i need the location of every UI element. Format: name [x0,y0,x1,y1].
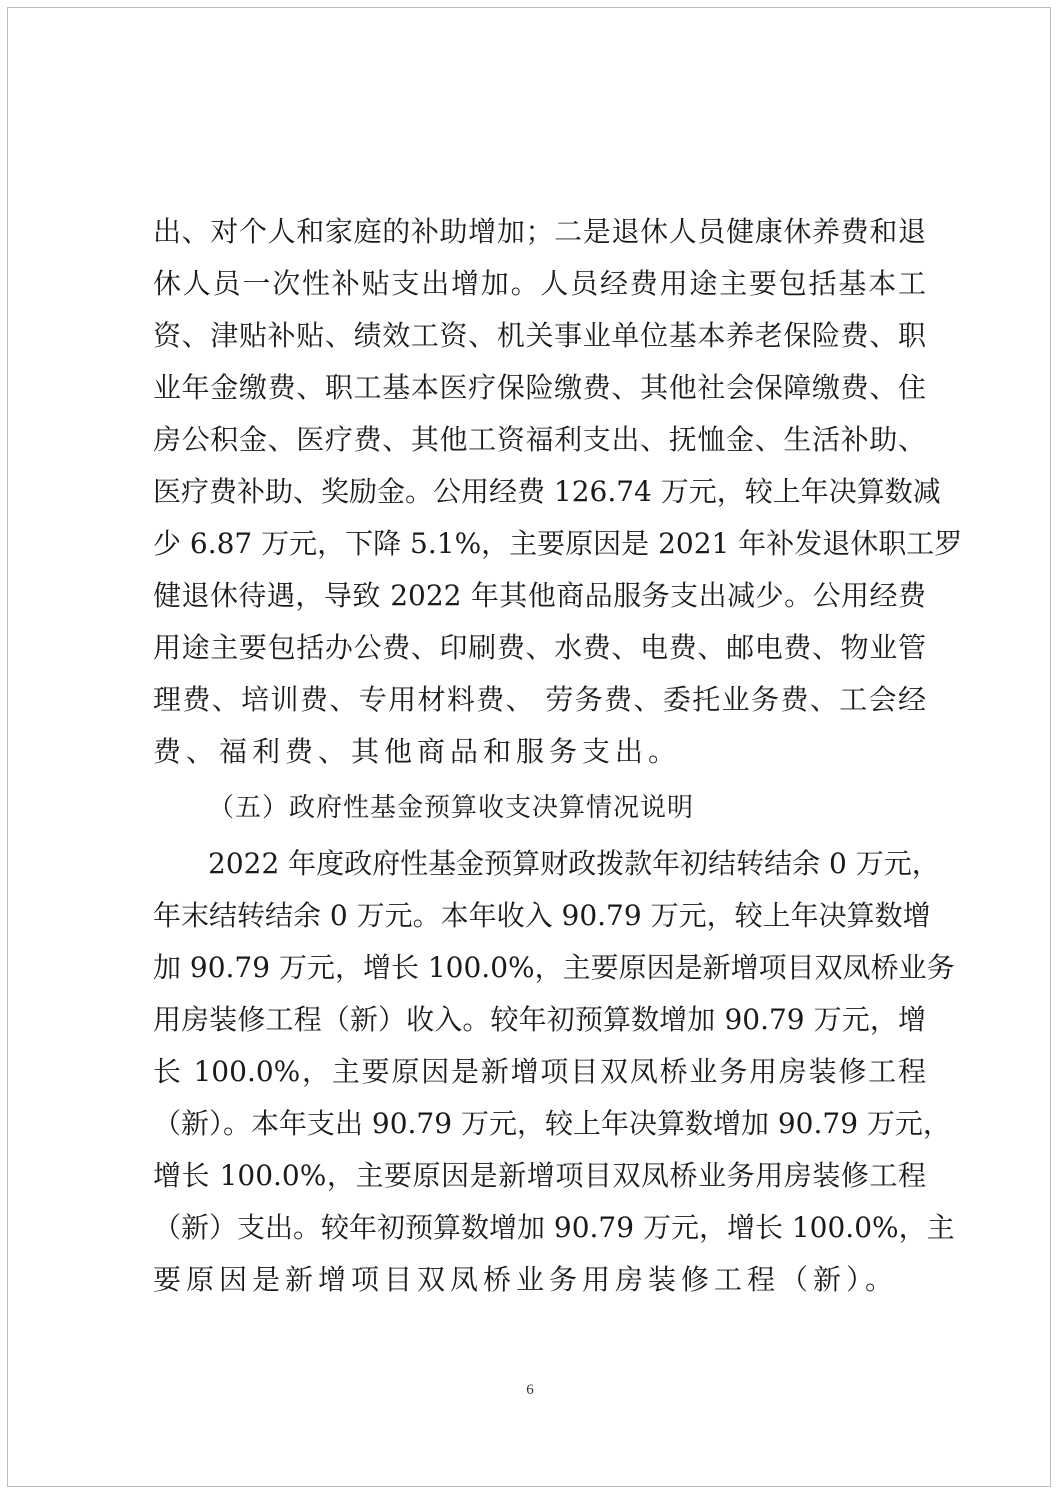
paragraph-1-line-10: 理费、培训费、专用材料费、 劳务费、委托业务费、工会经 [153,683,926,716]
paragraph-1-line-8: 健退休待遇，导致 2022 年其他商品服务支出减少。公用经费 [153,579,926,612]
paragraph-1-line-7: 少 6.87 万元，下降 5.1%，主要原因是 2021 年补发退休职工罗 [153,527,963,560]
paragraph-1-line-11: 费、福利费、其他商品和服务支出。 [153,735,682,768]
paragraph-1-line-4: 业年金缴费、职工基本医疗保险缴费、其他社会保障缴费、住 [153,371,926,404]
paragraph-1-line-1: 出、对个人和家庭的补助增加；二是退休人员健康休养费和退 [153,215,926,248]
paragraph-1-line-3: 资、津贴补贴、绩效工资、机关事业单位基本养老保险费、职 [153,319,926,352]
paragraph-2-line-5: 长 100.0%，主要原因是新增项目双凤桥业务用房装修工程 [153,1055,926,1088]
paragraph-2-line-9: 要原因是新增项目双凤桥业务用房装修工程（新）。 [153,1263,899,1296]
paragraph-1-line-5: 房公积金、医疗费、其他工资福利支出、抚恤金、生活补助、 [153,423,926,456]
document-page [7,7,1051,1487]
paragraph-2-line-6: （新）。本年支出 90.79 万元，较上年决算数增加 90.79 万元， [153,1107,951,1140]
paragraph-2-line-4: 用房装修工程（新）收入。较年初预算数增加 90.79 万元，增 [153,1003,926,1036]
paragraph-2-line-8: （新）支出。较年初预算数增加 90.79 万元，增长 100.0%，主 [153,1211,955,1244]
paragraph-2-line-7: 增长 100.0%，主要原因是新增项目双凤桥业务用房装修工程 [153,1159,926,1192]
paragraph-2-line-3: 加 90.79 万元，增长 100.0%，主要原因是新增项目双凤桥业务 [153,951,955,984]
page-number: 6 [526,1382,534,1398]
paragraph-1-line-9: 用途主要包括办公费、印刷费、水费、电费、邮电费、物业管 [153,631,926,664]
paragraph-1-line-2: 休人员一次性补贴支出增加。人员经费用途主要包括基本工 [153,267,926,300]
section-heading: （五）政府性基金预算收支决算情况说明 [208,793,695,823]
paragraph-2-line-1: 2022 年度政府性基金预算财政拨款年初结转结余 0 万元， [208,847,940,880]
paragraph-1-line-6: 医疗费补助、奖励金。公用经费 126.74 万元，较上年决算数减 [153,475,941,508]
paragraph-2-line-2: 年末结转结余 0 万元。本年收入 90.79 万元，较上年决算数增 [153,899,931,932]
